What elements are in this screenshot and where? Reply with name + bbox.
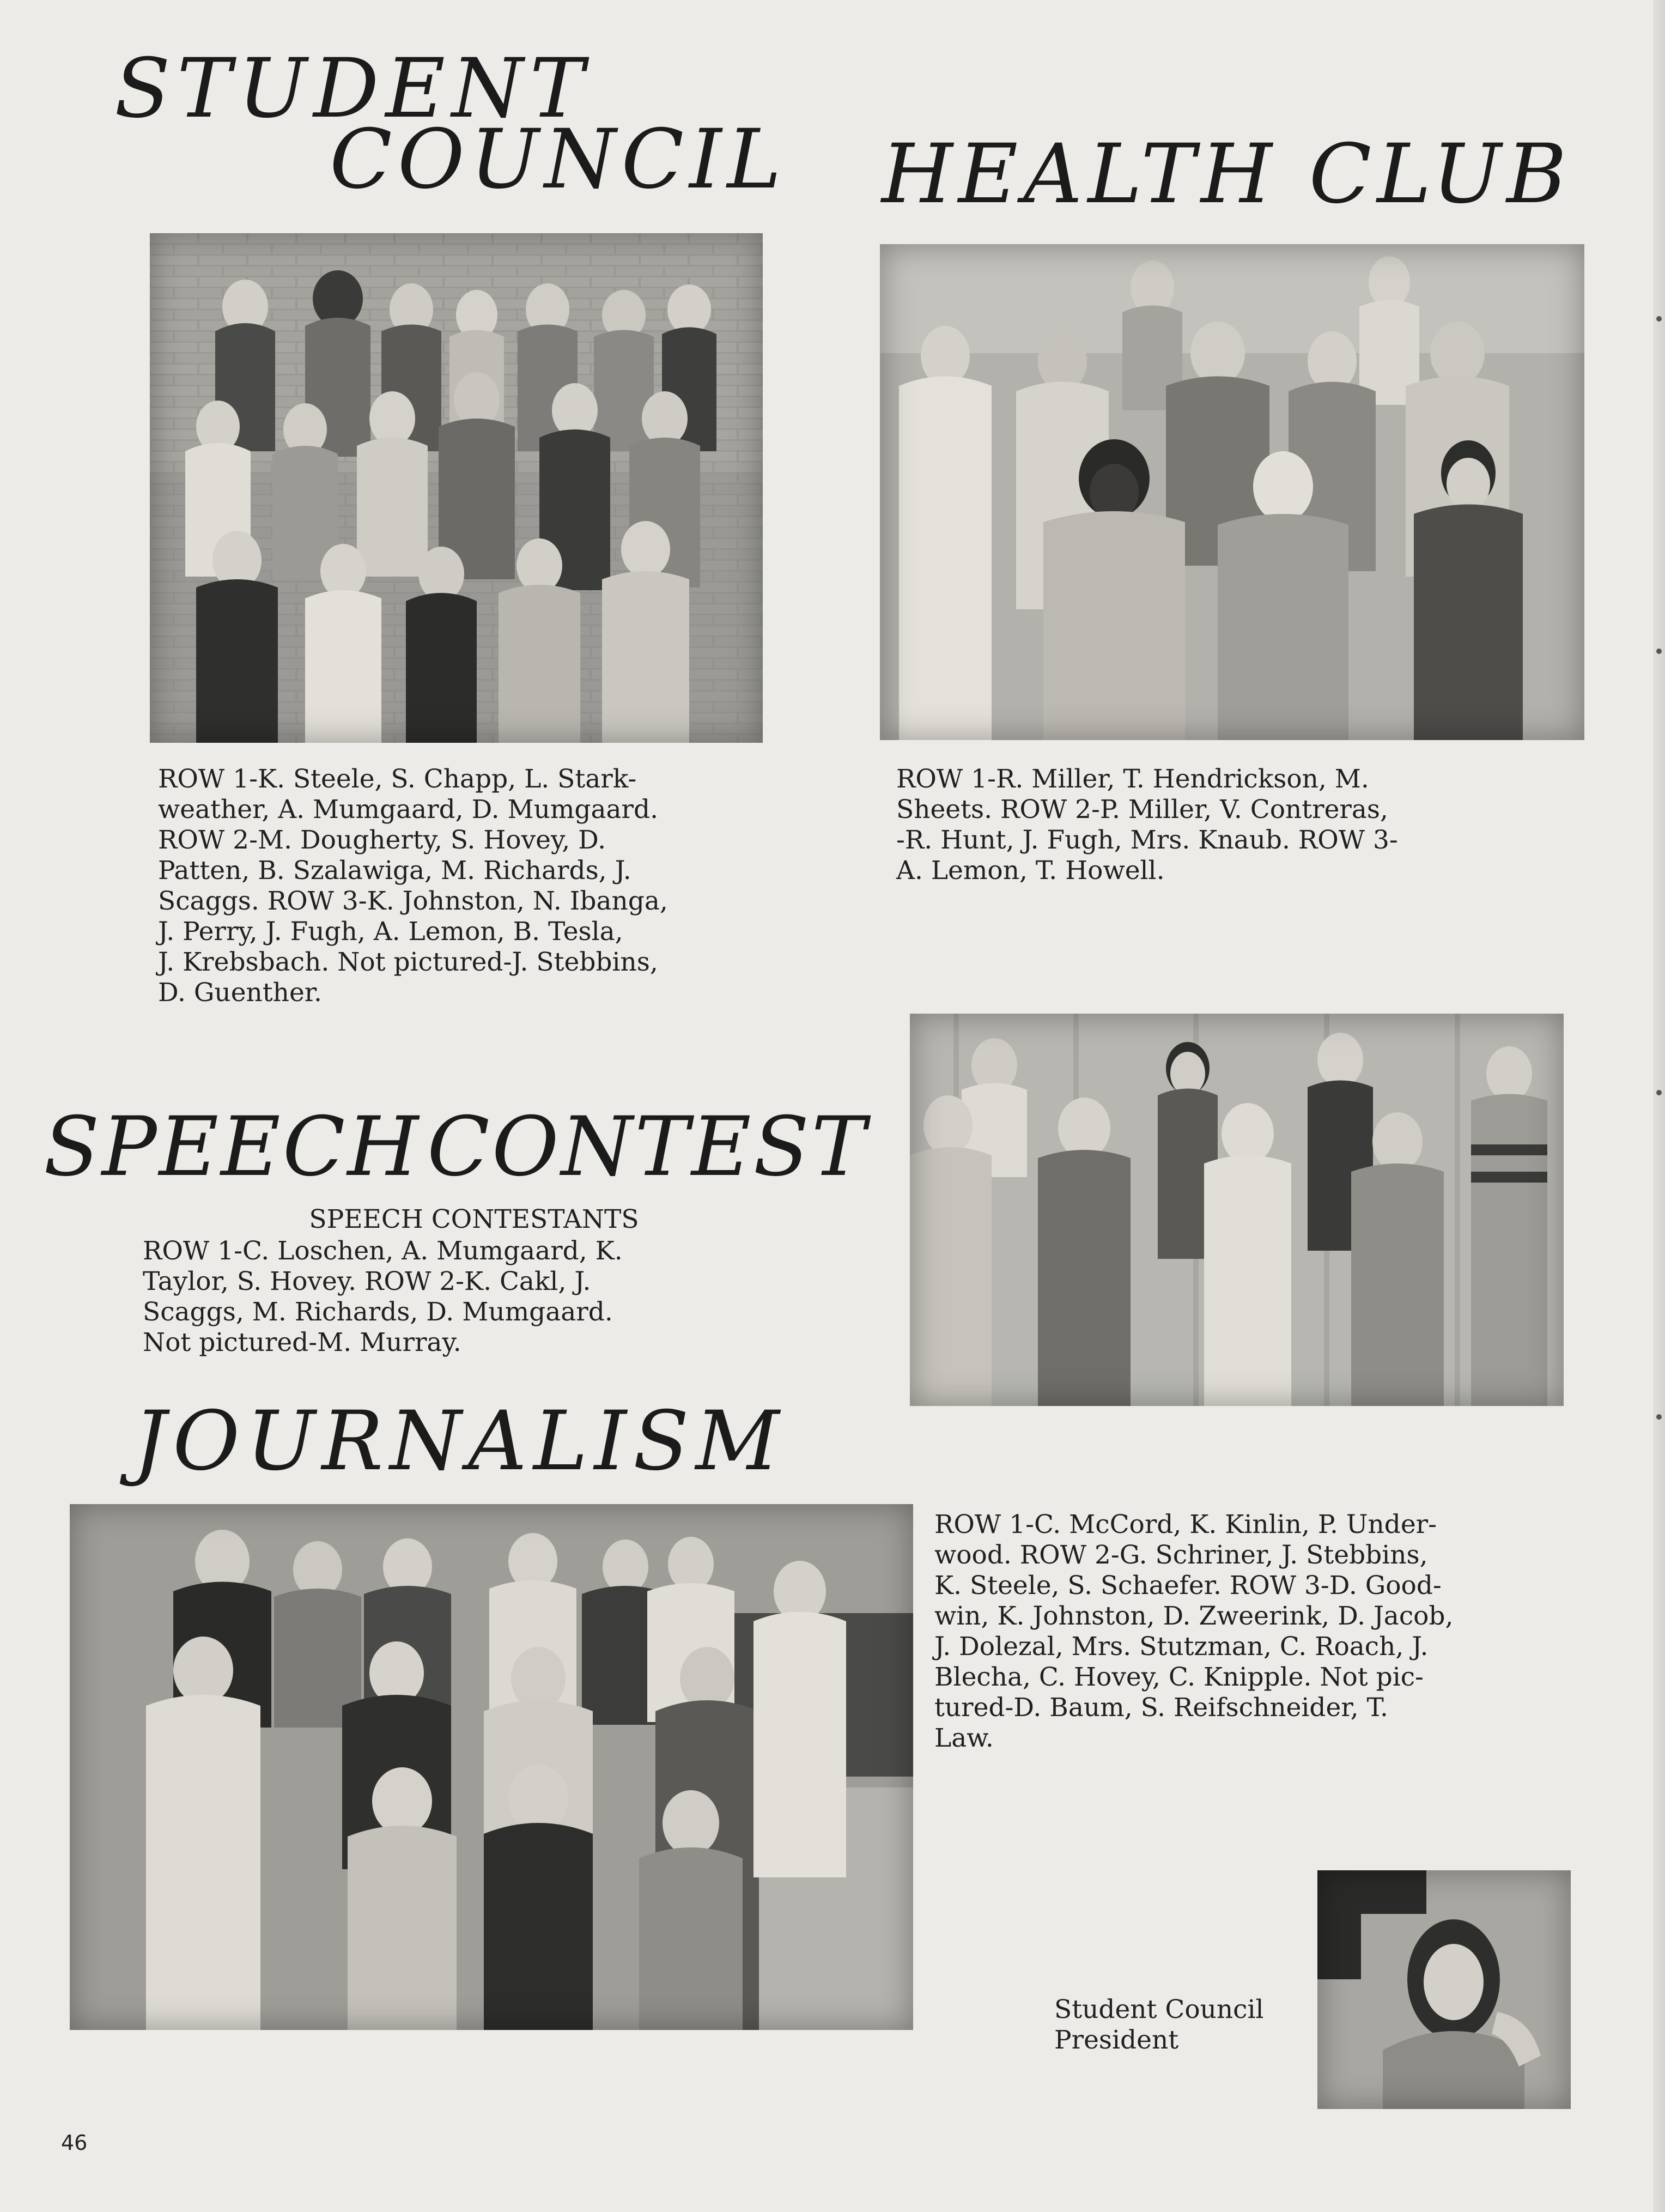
student-council-title-line2: COUNCIL	[330, 112, 787, 207]
speech-contestants-heading: SPEECH CONTESTANTS	[309, 1204, 639, 1234]
page-number: 46	[61, 2131, 88, 2155]
journalism-caption: ROW 1-C. McCord, K. Kinlin, P. Under- wood. ROW 2-G. Schriner, J. Stebbins, K. Steele, S. Schaefer. ROW 3-D. Good- win, K. Johnston, D. Zweerink, D. Jacob, J. Dolezal, Mrs. Stutzman, C. Roach, J. Blecha, C. Hovey, C. Knipple. Not pic- tured-D. Baum, S. Reifschneider, T. Law.	[934, 1510, 1454, 1753]
speech-contest-photo	[910, 1014, 1564, 1406]
edge-mark	[1656, 1414, 1662, 1420]
health-club-caption: ROW 1-R. Miller, T. Hendrickson, M. Sheets. ROW 2-P. Miller, V. Contreras, -R. Hunt, J. Fugh, Mrs. Knaub. ROW 3- A. Lemon, T. Howell.	[896, 764, 1398, 886]
president-photo	[1317, 1870, 1571, 2109]
student-council-title-line1: STUDENT	[114, 41, 591, 136]
edge-mark	[1656, 1090, 1662, 1095]
journalism-photo	[70, 1504, 913, 2030]
speech-contest-caption: ROW 1-C. Loschen, A. Mumgaard, K. Taylor, S. Hovey. ROW 2-K. Cakl, J. Scaggs, M. Richards, D. Mumgaard. Not pictured-M. Murray.	[143, 1236, 623, 1357]
student-council-photo	[150, 233, 763, 743]
speech-contest-title: SPEECH CONTEST	[44, 1100, 868, 1195]
page-edge	[1653, 0, 1665, 2212]
edge-mark	[1656, 649, 1662, 654]
president-caption: Student Council President	[1054, 1995, 1264, 2055]
journalism-title: JOURNALISM	[133, 1394, 786, 1489]
student-council-caption: ROW 1-K. Steele, S. Chapp, L. Stark- weather, A. Mumgaard, D. Mumgaard. ROW 2-M. Dougherty, S. Hovey, D. Patten, B. Szalawiga, M. Richards, J. Scaggs. ROW 3-K. Johnston, N. Ibanga, J. Perry, J. Fugh, A. Lemon, B. Tesla, J. Krebsbach. Not pictured-J. Stebbins, D. Guenther.	[158, 764, 668, 1008]
health-club-title: HEALTH CLUB	[882, 127, 1572, 222]
health-club-photo	[880, 244, 1584, 740]
edge-mark	[1656, 316, 1662, 322]
